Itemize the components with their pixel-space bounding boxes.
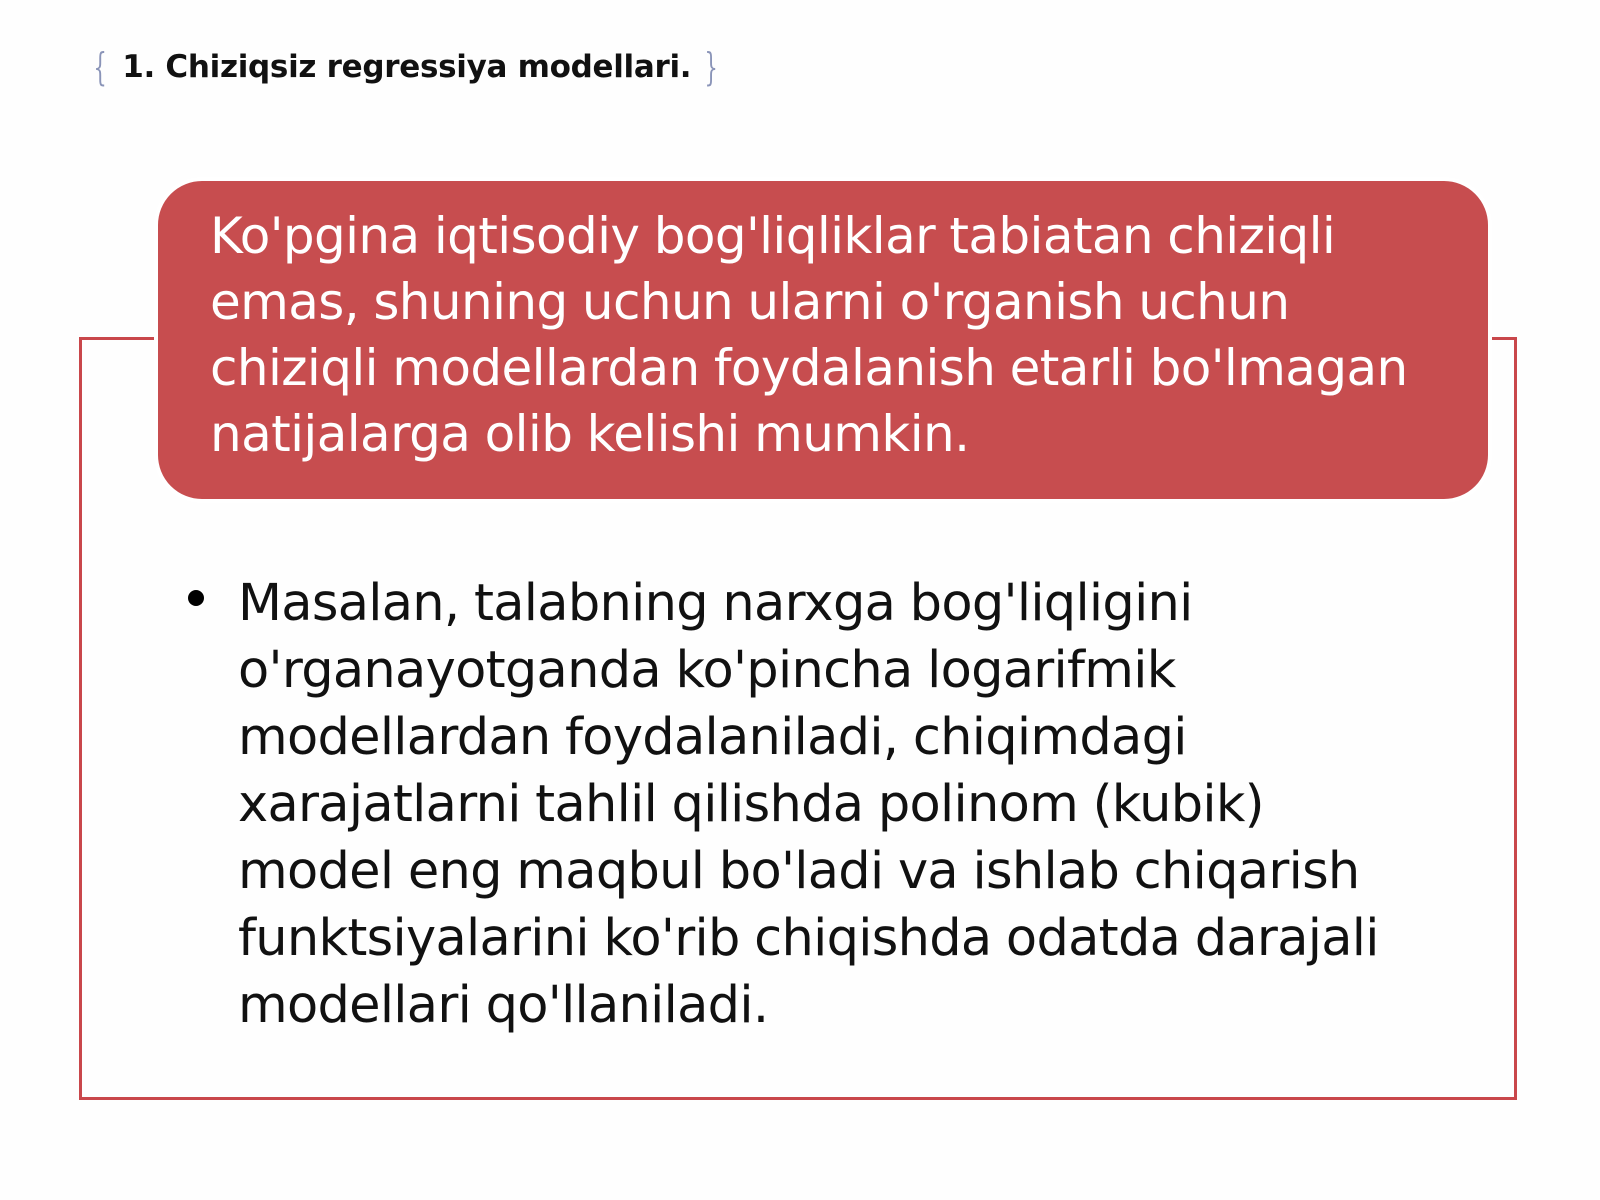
slide-title: 1. Chiziqsiz regressiya modellari.: [122, 49, 692, 85]
bullet-list: [188, 570, 1478, 1039]
right-brace-decoration: }: [704, 45, 719, 89]
bullet-item-text: Masalan, talabning narxga bog'liqligini o'rganayotganda ko'pincha logarifmik modellardan foydalaniladi, chiqimdagi xarajatlarni tahlil qilishda polinom (kubik) model eng maqbul bo'ladi va ishlab chiqarish funktsiyalarini ko'rib chiqishda odatda darajali modellari qo'llaniladi.: [238, 574, 1379, 1035]
slide-header: [88, 42, 723, 92]
bullet-icon: [188, 590, 204, 606]
highlight-callout: [154, 177, 1492, 503]
callout-text: Ko'pgina iqtisodiy bog'liqliklar tabiatan chiziqli emas, shuning uchun ularni o'rganish uchun chiziqli modellardan foydalanish etarli bo'lmagan natijalarga olib kelishi mumkin.: [210, 207, 1408, 463]
left-brace-decoration: {: [93, 45, 107, 89]
